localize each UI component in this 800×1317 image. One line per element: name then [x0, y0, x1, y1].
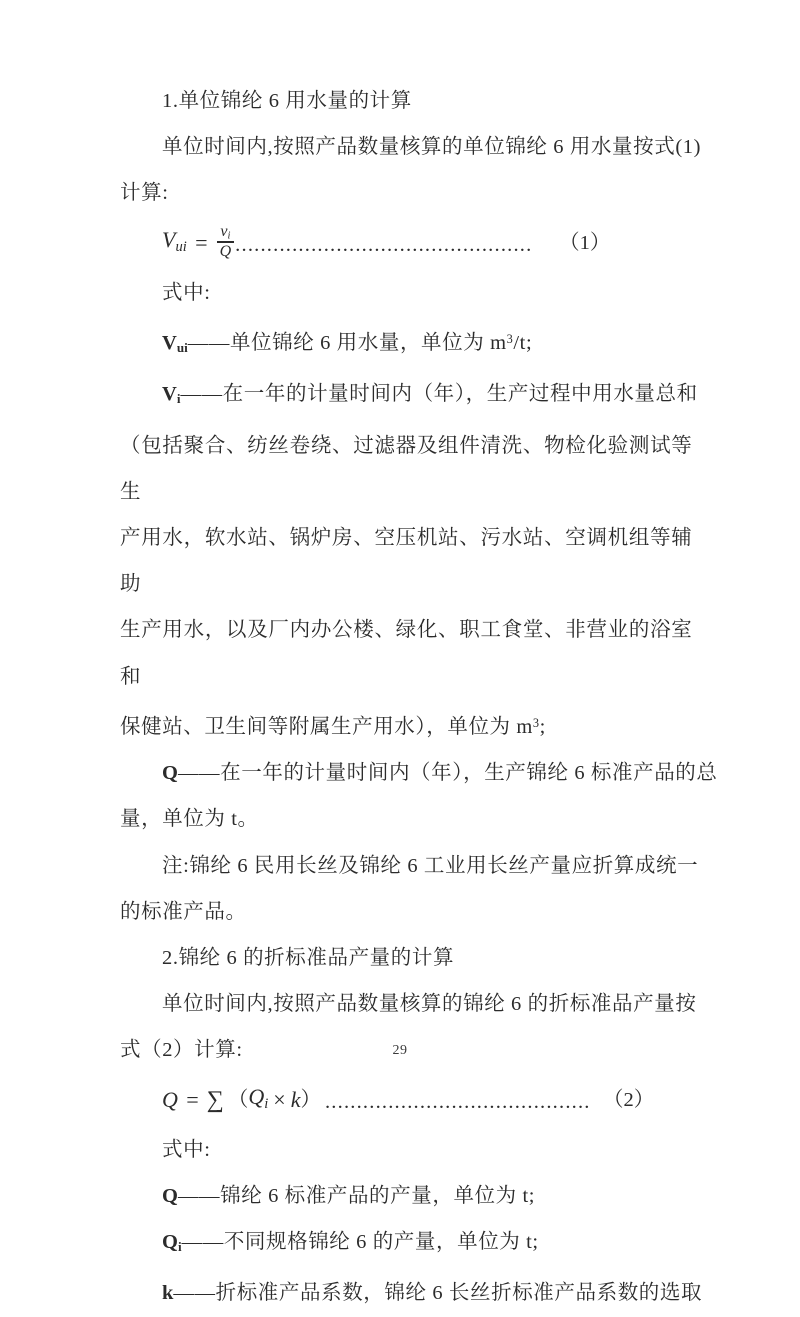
- definition-vui-text: 单位锦纶 6 用水量，单位为 $m^3/t$;: [229, 331, 533, 354]
- symbol-vi: $V_i$: [162, 383, 181, 407]
- section-heading-2: 2.锦纶 6 的折标准品产量的计算: [162, 946, 455, 969]
- definition-qi-text: 不同规格锦纶 6 的产量，单位为 t;: [223, 1230, 539, 1253]
- definition-k-text: 折标准产品系数，锦纶 6 长丝折标准产品系数的选取: [215, 1282, 703, 1305]
- symbol-qi: $Q_i$: [162, 1230, 182, 1255]
- page-content: [120, 78, 718, 1317]
- definition-vi-line-2: （包括聚合、纺丝卷绕、过滤器及组件清洗、物检化验测试等生: [120, 434, 692, 503]
- formula-1-denominator: Q: [219, 242, 232, 260]
- paragraph-2-line-2: 式（2）计算:: [120, 1039, 243, 1062]
- formula-2-open-paren: （: [227, 1088, 249, 1111]
- definition-vi-line-3: 产用水，软水站、锅炉房、空压机站、污水站、空调机组等辅助: [120, 527, 692, 596]
- formula-1-numerator: $v_i$: [220, 222, 231, 242]
- note-line-2: 的标准产品。: [120, 900, 247, 923]
- definition-qi-dash: ——: [181, 1230, 224, 1253]
- formula-2-factor: k: [290, 1086, 301, 1112]
- formula-2-equals: =: [184, 1086, 200, 1112]
- definition-vi-dash: ——: [180, 383, 223, 406]
- symbol-k: k: [162, 1282, 174, 1305]
- formula-2-leader-dots: ..........................................: [324, 1090, 591, 1113]
- symbol-q2: Q: [162, 1184, 178, 1207]
- definition-q-line-2: 量，单位为 t。: [120, 808, 259, 831]
- definition-q2-dash: ——: [177, 1184, 221, 1207]
- definition-qi: [120, 1219, 692, 1270]
- paragraph-2-line-1: 单位时间内,按照产品数量核算的锦纶 6 的折标准品产量按: [162, 993, 697, 1016]
- formula-2: [120, 1074, 692, 1127]
- formula-2-lhs: Q: [162, 1086, 178, 1112]
- definition-q-text-1: 在一年的计量时间内（年），生产锦纶 6 标准产品的总: [220, 762, 718, 785]
- where-label-2: 式中:: [162, 1138, 211, 1161]
- formula-2-number: （2）: [602, 1088, 655, 1111]
- symbol-vui: $V_{ui}$: [162, 331, 188, 356]
- definition-vi-text-1: 在一年的计量时间内（年），生产过程中用水量总和: [222, 383, 698, 406]
- formula-1-lhs: $V_{ui}$: [162, 226, 187, 255]
- note-line-1: 注:锦纶 6 民用长丝及锦纶 6 工业用长丝产量应折算成统一: [162, 854, 699, 877]
- page-number: 29: [392, 1043, 408, 1058]
- definition-q-dash: ——: [177, 762, 221, 785]
- formula-2-times-icon: ×: [273, 1086, 286, 1112]
- symbol-q: Q: [162, 762, 178, 785]
- formula-1-equals: =: [193, 229, 209, 255]
- formula-1-number: （1）: [559, 231, 611, 254]
- paragraph-1-line-2: 计算:: [120, 182, 169, 205]
- formula-1-leader-dots: ...............................................: [235, 233, 533, 256]
- summation-sigma-icon: ∑: [206, 1086, 224, 1113]
- section-heading-1: 1.单位锦纶 6 用水量的计算: [162, 90, 412, 112]
- definition-q2: [120, 1173, 692, 1219]
- definition-vui-dash: ——: [187, 331, 230, 354]
- definition-k-dash: ——: [173, 1282, 216, 1305]
- definition-k: [120, 1270, 703, 1316]
- where-label-1: 式中:: [162, 281, 211, 304]
- formula-2-close-paren: ）: [300, 1088, 321, 1111]
- definition-vi-line-5: 保健站、卫生间等附属生产用水），单位为 $m^3$;: [120, 715, 546, 738]
- formula-1-fraction: [217, 224, 235, 261]
- paragraph-1-line-1: 单位时间内,按照产品数量核算的单位锦纶 6 用水量按式(1): [162, 136, 702, 159]
- definition-vi-line-4: 生产用水，以及厂内办公楼、绿化、职工食堂、非营业的浴室和: [120, 619, 692, 688]
- definition-q2-text: 锦纶 6 标准产品的产量，单位为 t;: [220, 1184, 536, 1207]
- formula-2-term: $Q_i$: [248, 1083, 269, 1112]
- definition-vi-line-1: [120, 371, 698, 422]
- definition-vui: [120, 316, 692, 371]
- formula-1: [120, 217, 692, 270]
- definition-q-line-1: [120, 750, 718, 796]
